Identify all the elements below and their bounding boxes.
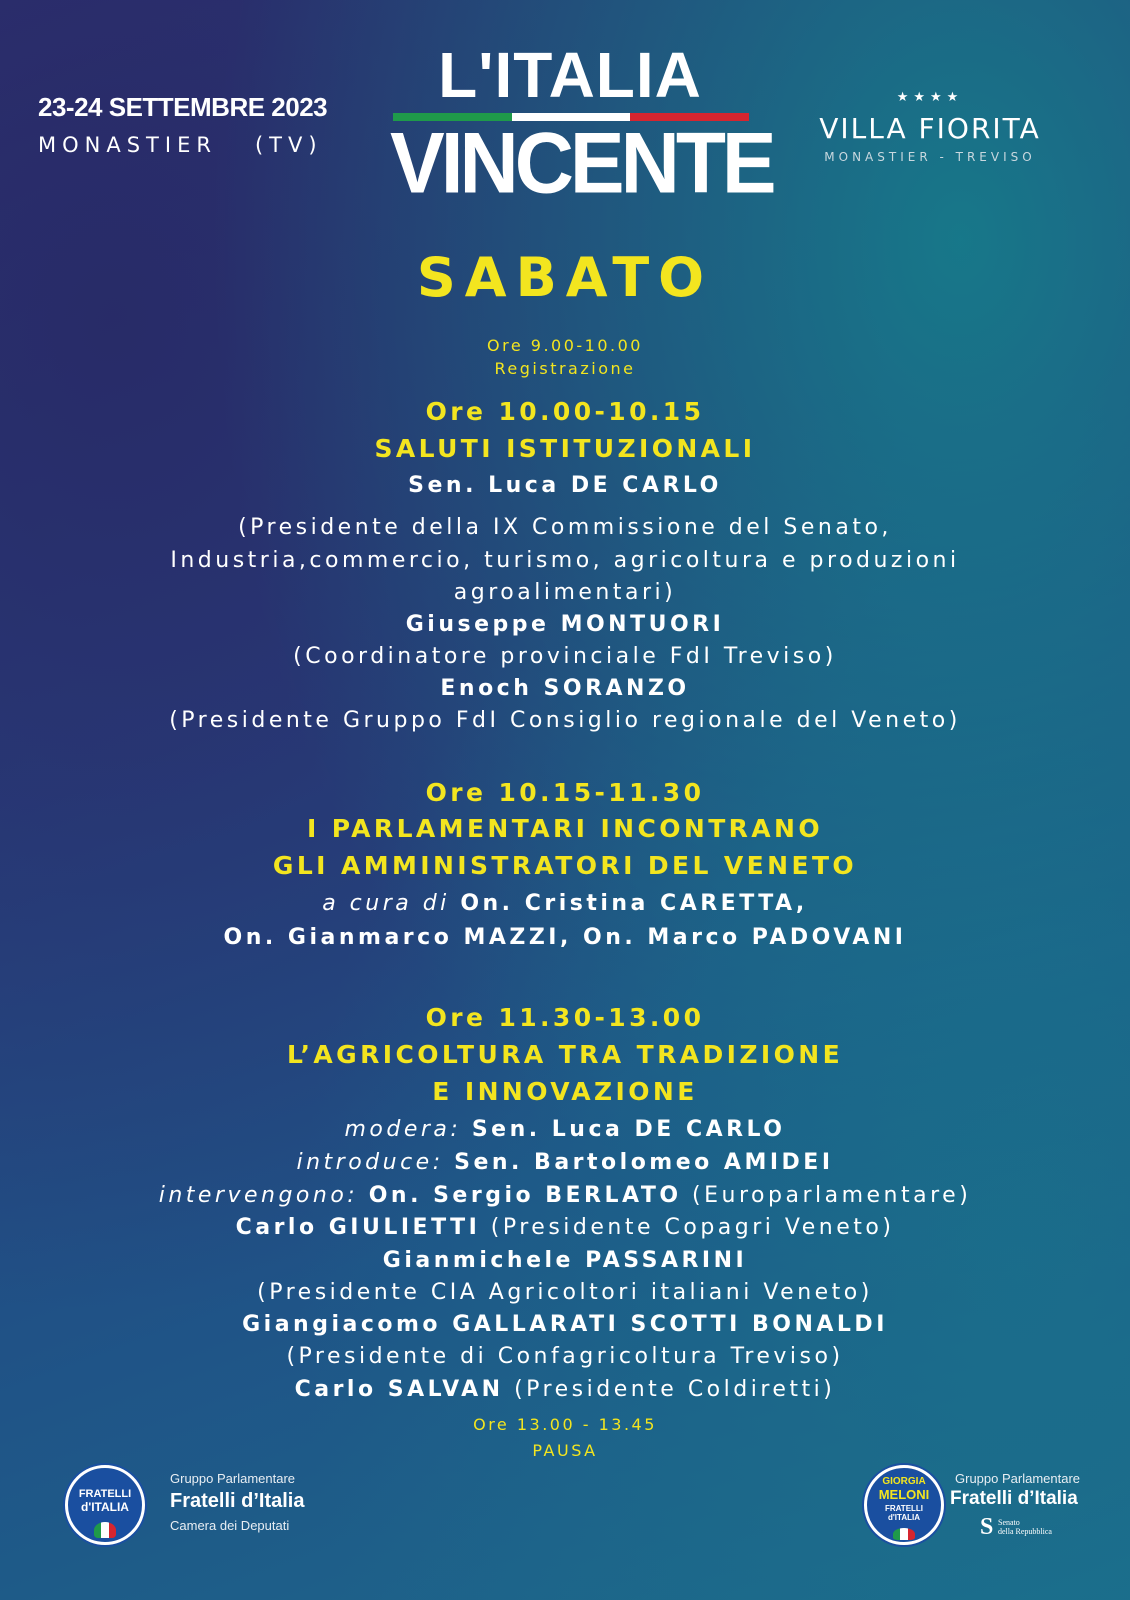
- block4-introduce-line: [0, 1150, 1130, 1175]
- introduce-label: introduce:: [296, 1150, 444, 1175]
- block1-time: Ore 9.00-10.00: [487, 336, 643, 355]
- block3-speakers: On. Gianmarco MAZZI, On. Marco PADOVANI: [223, 925, 907, 950]
- block2-speaker3: Enoch SORANZO: [440, 676, 690, 701]
- block5-time: Ore 13.00 - 13.45: [473, 1415, 657, 1434]
- giorgia-meloni-logo: [864, 1465, 944, 1545]
- block4-time: Ore 11.30-13.00: [425, 1003, 705, 1032]
- participant3-role: (Presidente di Confagricoltura Treviso): [286, 1344, 844, 1369]
- block4-participant1: [0, 1215, 1130, 1240]
- block3-title-line1: I PARLAMENTARI INCONTRANO: [306, 814, 824, 843]
- senate-label: [998, 1518, 1052, 1536]
- right-group-label: Gruppo Parlamentare: [955, 1471, 1081, 1486]
- block4-title-line2: E INNOVAZIONE: [432, 1077, 698, 1106]
- intervengono-role: (Europarlamentare): [692, 1183, 972, 1208]
- block2-time: Ore 10.00-10.15: [425, 397, 705, 426]
- intervengono-name: On. Sergio BERLATO: [368, 1183, 682, 1208]
- participant1-role: (Presidente Copagri Veneto): [490, 1215, 895, 1240]
- participant2-name: Gianmichele PASSARINI: [382, 1248, 748, 1273]
- modera-name: Sen. Luca DE CARLO: [471, 1117, 786, 1142]
- block2-speaker2: Giuseppe MONTUORI: [405, 612, 725, 637]
- block5-title: PAUSA: [532, 1441, 598, 1460]
- block2-role1-line1: (Presidente della IX Commissione del Senato,: [238, 515, 892, 540]
- badge-right-line4: d'ITALIA: [888, 1513, 920, 1522]
- event-place: MONASTIER (TV): [38, 133, 323, 157]
- senate-label-line1: Senato: [998, 1518, 1020, 1527]
- block4-participant4: [0, 1377, 1130, 1402]
- venue-name: VILLA FIORITA: [819, 112, 1041, 145]
- block2-speaker1: Sen. Luca DE CARLO: [408, 473, 722, 498]
- tricolor-flame-icon: [94, 1522, 116, 1538]
- event-logo-line2: VINCENTE: [390, 115, 773, 212]
- block2-title: SALUTI ISTITUZIONALI: [374, 434, 756, 463]
- senate-label-line2: della Repubblica: [998, 1527, 1052, 1536]
- block2-role3: (Presidente Gruppo FdI Consiglio regionale del Veneto): [169, 708, 961, 733]
- badge-left-line1: FRATELLI: [78, 1488, 132, 1500]
- badge-left-line2: d'ITALIA: [81, 1500, 129, 1514]
- participant4-name: Carlo SALVAN: [294, 1377, 504, 1402]
- badge-right-line2: MELONI: [878, 1487, 930, 1502]
- tricolor-flame-icon: [893, 1528, 915, 1540]
- event-date: 23-24 SETTEMBRE 2023: [38, 92, 328, 122]
- right-group-name: Fratelli d’Italia: [950, 1488, 1078, 1509]
- block2-role1-line3: agroalimentari): [453, 580, 677, 605]
- block3-cura-speaker: On. Cristina CARETTA,: [460, 891, 808, 916]
- participant3-name: Giangiacomo GALLARATI SCOTTI BONALDI: [242, 1312, 888, 1337]
- block1-title: Registrazione: [494, 359, 636, 378]
- block3-title-line2: GLI AMMINISTRATORI DEL VENETO: [272, 851, 858, 880]
- participant4-role: (Presidente Coldiretti): [514, 1377, 836, 1402]
- participant1-name: Carlo GIULIETTI: [235, 1215, 481, 1240]
- senate-emblem-icon: S: [980, 1514, 994, 1540]
- venue-location: MONASTIER - TREVISO: [824, 150, 1036, 164]
- intervengono-label: intervengono:: [158, 1183, 359, 1208]
- badge-right-line1: GIORGIA: [882, 1476, 926, 1487]
- participant2-role: (Presidente CIA Agricoltori italiani Veneto): [257, 1280, 873, 1305]
- event-logo-line1: L'ITALIA: [438, 39, 702, 111]
- badge-right-line3: FRATELLI: [884, 1504, 924, 1513]
- block4-intervengono-line: [0, 1183, 1130, 1208]
- block2-role2: (Coordinatore provinciale FdI Treviso): [293, 644, 837, 669]
- left-group-name: Fratelli d’Italia: [170, 1490, 305, 1512]
- fratelli-italia-logo: [65, 1465, 145, 1545]
- hotel-stars-icon: ★★★★: [896, 90, 964, 105]
- modera-label: modera:: [344, 1117, 462, 1142]
- block3-cura-line: [0, 891, 1130, 916]
- block3-cura-label: a cura di: [322, 891, 450, 916]
- introduce-name: Sen. Bartolomeo AMIDEI: [454, 1150, 834, 1175]
- block3-time: Ore 10.15-11.30: [425, 778, 705, 807]
- block2-role1-line2: Industria,commercio, turismo, agricoltura e produzioni: [170, 548, 960, 573]
- left-group-label: Gruppo Parlamentare: [170, 1471, 296, 1486]
- block4-modera-line: [0, 1117, 1130, 1142]
- left-chamber: Camera dei Deputati: [170, 1518, 290, 1533]
- day-title: SABATO: [416, 246, 714, 309]
- block4-title-line1: L’AGRICOLTURA TRA TRADIZIONE: [286, 1040, 844, 1069]
